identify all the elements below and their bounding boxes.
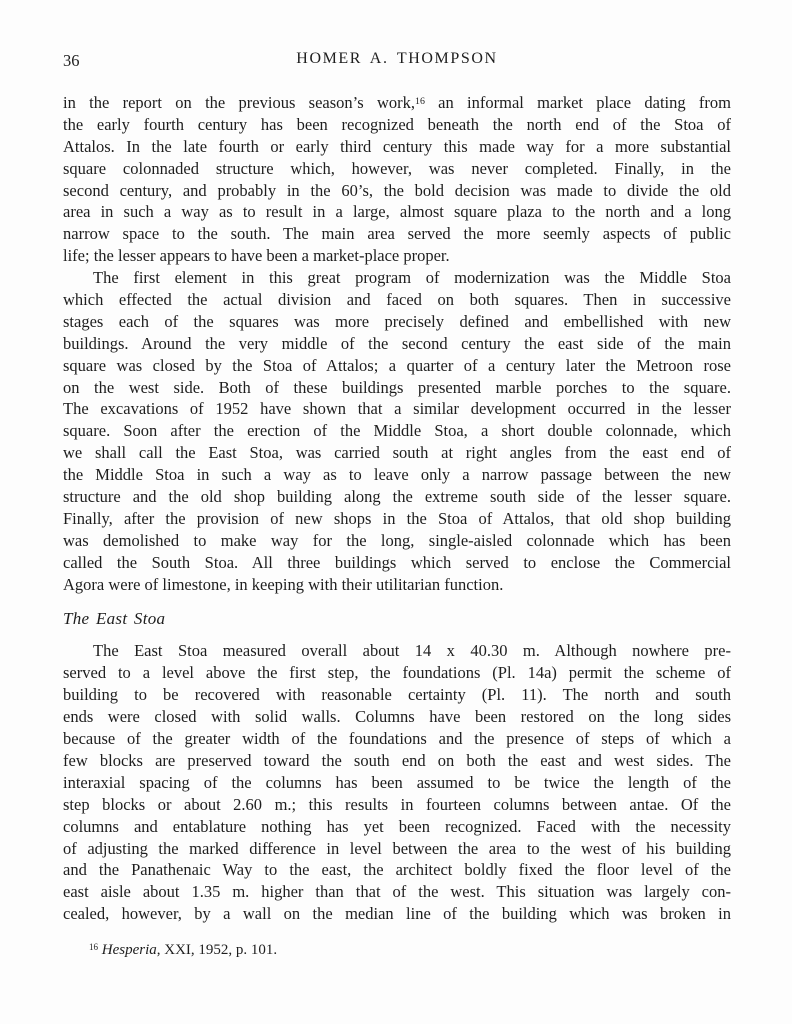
footnote-text: $^{16}$ Hesperia, XXI, 1952, p. 101.	[89, 941, 278, 958]
text-line: The first element in this great program of modernization was the Middle Stoa	[93, 268, 731, 288]
text-line: in the report on the previous season’s work,$^{16}$ an informal market place dating from	[63, 93, 731, 112]
text-line: area in such a way as to result in a large, almost square plaza to the north and a long	[63, 202, 731, 222]
running-head: HOMER A. THOMPSON	[296, 50, 498, 67]
text-line: and the Panathenaic Way to the east, the architect boldly fixed the floor level of the	[63, 860, 731, 880]
text-line: served to a level above the first step, the foundations (Pl. 14a) permit the scheme of	[63, 663, 731, 683]
text-line: The excavations of 1952 have shown that a similar development occurred in the lesser	[63, 399, 731, 419]
text-line: called the South Stoa. All three buildings which served to enclose the Commercial	[63, 552, 731, 572]
text-line: narrow space to the south. The main area served the more seemly aspects of public	[63, 224, 731, 244]
paragraph	[63, 92, 731, 267]
paragraph	[63, 267, 731, 595]
text-line: Agora were of limestone, in keeping with their utilitarian function.	[63, 574, 504, 594]
text-line: few blocks are preserved toward the south end on both the east and west sides. The	[63, 750, 731, 770]
text-line: on the west side. Both of these buildings presented marble porches to the square.	[63, 377, 731, 397]
text-line: which effected the actual division and faced on both squares. Then in successive	[63, 290, 731, 310]
paragraph	[63, 640, 731, 925]
text-line: Attalos. In the late fourth or early third century this made way for a more substantial	[63, 136, 731, 156]
text-line: square colonnaded structure which, however, was never completed. Finally, in the	[63, 158, 731, 178]
page-header	[63, 50, 731, 72]
text-line: we shall call the East Stoa, was carried south at right angles from the east end of	[63, 443, 731, 463]
text-line: the early fourth century has been recognized beneath the north end of the Stoa of	[63, 114, 731, 134]
section-heading: The East Stoa	[63, 609, 166, 629]
text-line: stages each of the squares was more precisely defined and embellished with new	[63, 311, 731, 331]
text-line: because of the greater width of the foundations and the presence of steps of which a	[63, 729, 731, 749]
text-line: square. Soon after the erection of the Middle Stoa, a short double colonnade, which	[63, 421, 731, 441]
text-line: of adjusting the marked difference in level between the area to the west of his building	[63, 838, 731, 858]
text-line: Finally, after the provision of new shops in the Stoa of Attalos, that old shop building	[63, 508, 731, 528]
text-line: square was closed by the Stoa of Attalos; a quarter of a century later the Metroon rose	[63, 355, 731, 375]
text-line: The East Stoa measured overall about 14 x 40.30 m. Although nowhere pre-	[93, 641, 731, 661]
text-line: interaxial spacing of the columns has been assumed to be twice the length of the	[63, 772, 731, 792]
text-line: structure and the old shop building along the extreme south side of the lesser square.	[63, 487, 731, 507]
text-line: buildings. Around the very middle of the second century the east side of the main	[63, 333, 731, 353]
text-line: the Middle Stoa in such a way as to leave only a narrow passage between the new	[63, 465, 731, 485]
text-line: east aisle about 1.35 m. higher than that of the west. This situation was largely con-	[63, 882, 731, 902]
text-line: columns and entablature nothing has yet been recognized. Faced with the necessity	[63, 816, 731, 836]
text-line: was demolished to make way for the long, single-aisled colonnade which has been	[63, 530, 731, 550]
text-line: building to be recovered with reasonable certainty (Pl. 11). The north and south	[63, 685, 731, 705]
text-line: second century, and probably in the 60’s, the bold decision was made to divide the old	[63, 180, 731, 200]
text-line: cealed, however, by a wall on the median line of the building which was broken in	[63, 904, 731, 924]
text-line: ends were closed with solid walls. Columns have been restored on the long sides	[63, 707, 731, 727]
page-number: 36	[63, 51, 80, 70]
body-text	[63, 92, 731, 925]
text-line: step blocks or about 2.60 m.; this results in fourteen columns between antae. Of the	[63, 794, 731, 814]
footnote	[63, 940, 731, 960]
text-line: life; the lesser appears to have been a market-place proper.	[63, 246, 450, 266]
